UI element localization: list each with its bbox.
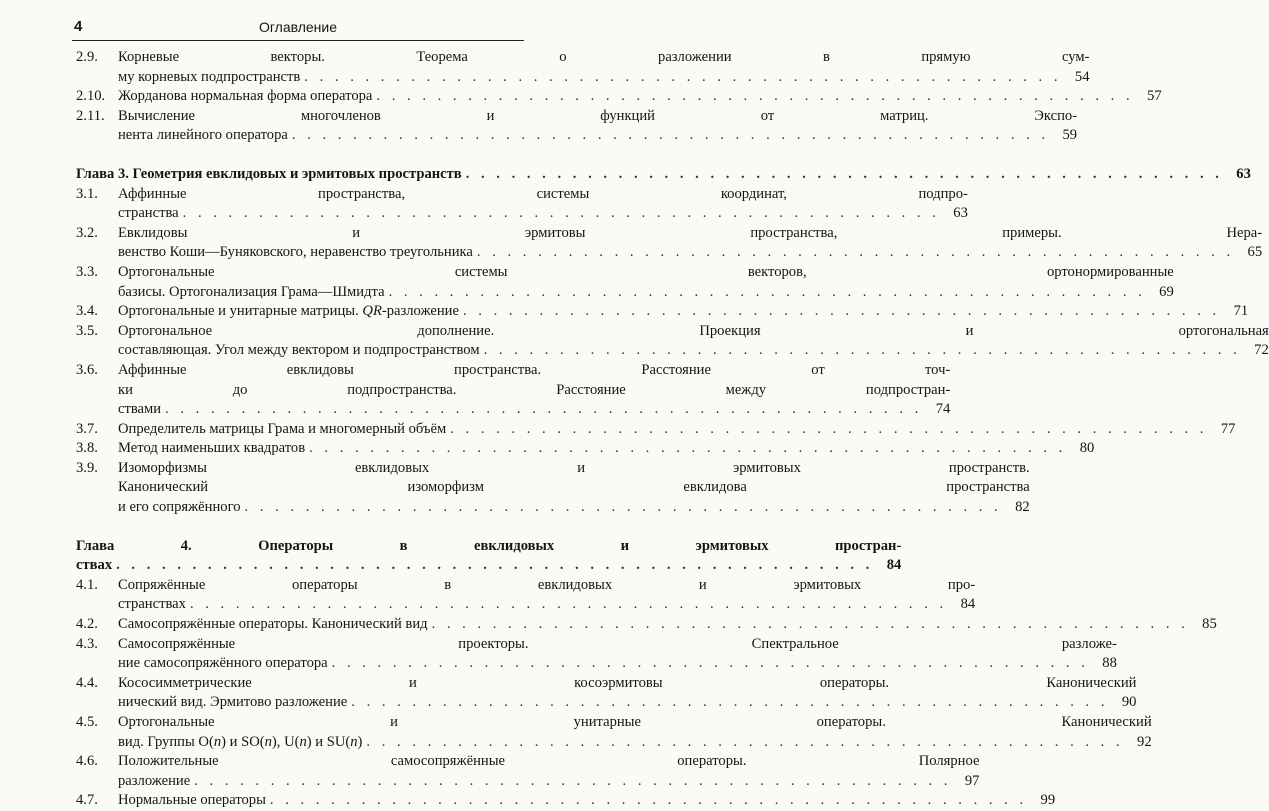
entry-title-line: Аффинные евклидовы пространства. Расстояние от точ- — [118, 361, 951, 378]
entry-title-line: Сопряжённые операторы в евклидовых и эрмитовых про- — [118, 576, 976, 593]
entry-title — [118, 48, 1090, 87]
entry-title — [118, 263, 1174, 302]
entry-title — [118, 674, 1136, 713]
leader-dots: . . . . . . . . . . . . . . . . . . . . . . . . . . . . . . . . . . . . . . . . . . . . . . . . . . — [189, 596, 948, 613]
entry-page-number: 54 — [1074, 68, 1090, 85]
toc-entry[interactable] — [76, 635, 1117, 674]
entry-title-line — [118, 341, 1269, 361]
entry-title-line — [118, 439, 1094, 459]
entry-title-line — [118, 733, 1152, 753]
entry-title — [118, 752, 979, 791]
toc-entry[interactable] — [76, 302, 1249, 322]
entry-page-number: 85 — [1202, 616, 1217, 633]
entry-title — [118, 713, 1152, 752]
entry-title-text: нента линейного оператора — [118, 127, 288, 144]
entry-title-text: разложение — [118, 772, 191, 789]
entry-title-text: Самосопряжённые операторы. Канонический вид — [118, 616, 428, 633]
entry-title-line — [118, 204, 968, 224]
entry-number: 2.11. — [76, 107, 105, 124]
entry-title-line: Глава 4. Операторы в евклидовых и эрмитовых простран- — [76, 537, 902, 554]
entry-number: 2.9. — [76, 49, 98, 65]
entry-number: 4.7. — [76, 792, 98, 809]
toc-entry[interactable] — [76, 263, 1174, 302]
entry-title — [118, 439, 1094, 459]
entry-title-line — [118, 302, 1248, 322]
toc-entry[interactable] — [76, 420, 1236, 440]
entry-page-number: 74 — [935, 401, 951, 418]
leader-dots: . . . . . . . . . . . . . . . . . . . . . . . . . . . . . . . . . . . . . . . . . . . . . . . . . . — [165, 401, 923, 418]
leader-dots: . . . . . . . . . . . . . . . . . . . . . . . . . . . . . . . . . . . . . . . . . . . . . . . . . . — [291, 127, 1050, 144]
section-gap — [76, 518, 524, 526]
entry-title-line: Ортогональное дополнение. Проекция и ортогональная — [118, 322, 1269, 339]
entry-title-line: Аффинные пространства, системы координат, подпро- — [118, 185, 968, 202]
entry-title-line: Изоморфизмы евклидовых и эрмитовых пространств. — [118, 459, 1030, 476]
entry-title-line — [118, 498, 1030, 518]
entry-number: 3.4. — [76, 303, 98, 320]
entry-page-number: 63 — [1236, 165, 1251, 182]
entry-number: 3.5. — [76, 322, 98, 339]
leader-dots: . . . . . . . . . . . . . . . . . . . . . . . . . . . . . . . . . . . . . . . . . . . . . . . . . . — [431, 616, 1189, 633]
entry-number: 4.3. — [76, 635, 98, 652]
entry-title-line — [118, 243, 1262, 263]
toc-entry[interactable] — [76, 48, 1090, 87]
entry-number: 4.2. — [76, 616, 98, 633]
entry-page-number: 90 — [1121, 694, 1137, 711]
entry-number: 4.6. — [76, 753, 98, 770]
entry-number: 3.8. — [76, 440, 98, 457]
leader-dots: . . . . . . . . . . . . . . . . . . . . . . . . . . . . . . . . . . . . . . . . . . . . . . . . . . — [450, 420, 1208, 437]
entry-title-line: Самосопряжённые проекторы. Спектральное разложе- — [118, 635, 1117, 652]
entry-title-line: Канонический изоморфизм евклидова пространства — [118, 479, 1030, 496]
toc-entry[interactable] — [76, 322, 1269, 361]
entry-title-line: Положительные самосопряжённые операторы. Полярное — [118, 753, 980, 770]
toc-entry[interactable] — [76, 674, 1137, 713]
leader-dots: . . . . . . . . . . . . . . . . . . . . . . . . . . . . . . . . . . . . . . . . . . . . . . . . . . — [116, 557, 874, 574]
leader-dots: . . . . . . . . . . . . . . . . . . . . . . . . . . . . . . . . . . . . . . . . . . . . . . . . . . — [366, 733, 1124, 750]
leader-dots: . . . . . . . . . . . . . . . . . . . . . . . . . . . . . . . . . . . . . . . . . . . . . . . . . . — [351, 694, 1109, 711]
entry-page-number: 77 — [1220, 420, 1236, 437]
entry-number: 4.1. — [76, 576, 98, 593]
section-gap — [76, 146, 524, 154]
entry-number: 3.1. — [76, 185, 98, 202]
entry-title-line — [118, 654, 1117, 674]
entry-title-text: Нормальные операторы — [118, 792, 266, 809]
entry-title — [118, 185, 968, 224]
entry-title-line — [118, 420, 1235, 440]
entry-title — [118, 420, 1235, 440]
entry-title — [118, 322, 1269, 361]
toc-entry[interactable] — [76, 87, 1162, 107]
toc-entry[interactable] — [76, 576, 976, 615]
entry-title-line — [118, 693, 1136, 713]
toc-chapter-entry[interactable] — [76, 165, 1251, 185]
entry-number: 4.4. — [76, 674, 98, 691]
entry-title-text: вид. Группы O(n) и SO(n), U(n) и SU(n) — [118, 733, 363, 750]
entry-number: 3.2. — [76, 224, 98, 241]
entry-number: 2.10. — [76, 88, 106, 105]
entry-title-text: Метод наименьших квадратов — [118, 440, 306, 457]
toc-entry[interactable] — [76, 439, 1095, 459]
entry-title — [118, 361, 950, 420]
entry-title-line — [118, 68, 1090, 88]
entry-title — [76, 165, 1251, 185]
entry-page-number: 97 — [964, 772, 980, 789]
entry-title-text: ствах — [76, 557, 113, 574]
entry-title-line: Ортогональные и унитарные операторы. Канонический — [118, 714, 1152, 730]
toc-entry[interactable] — [76, 361, 951, 420]
leader-dots: . . . . . . . . . . . . . . . . . . . . . . . . . . . . . . . . . . . . . . . . . . . . . . . . . . — [388, 283, 1146, 300]
entry-title-line — [118, 615, 1217, 635]
entry-title-line: Ортогональные системы векторов, ортонормированные — [118, 263, 1174, 280]
entry-title-line — [118, 87, 1162, 107]
leader-dots: . . . . . . . . . . . . . . . . . . . . . . . . . . . . . . . . . . . . . . . . . . . . . . . . . . — [304, 68, 1062, 85]
entry-title-text: Глава 3. Геометрия евклидовых и эрмитовых пространств — [76, 165, 462, 182]
entry-page-number: 59 — [1062, 127, 1078, 144]
entry-title — [118, 576, 975, 615]
entry-title — [118, 791, 1055, 811]
leader-dots: . . . . . . . . . . . . . . . . . . . . . . . . . . . . . . . . . . . . . . . . . . . . . . . . . . — [376, 88, 1134, 105]
entry-title-line: Евклидовы и эрмитовы пространства, примеры. Нера- — [118, 224, 1263, 241]
entry-number: 3.6. — [76, 361, 98, 378]
entry-page-number: 82 — [1015, 499, 1030, 516]
entry-title-text: базисы. Ортогонализация Грама—Шмидта — [118, 283, 385, 300]
entry-title-text: венство Коши—Буняковского, неравенство треугольника — [118, 244, 473, 261]
entry-page-number: 71 — [1233, 303, 1249, 320]
entry-page-number: 84 — [886, 557, 902, 574]
entry-title-text: странствах — [118, 596, 186, 613]
entry-page-number: 88 — [1102, 655, 1117, 672]
entry-page-number: 65 — [1247, 244, 1263, 261]
entry-title-text: нический вид. Эрмитово разложение — [118, 694, 348, 711]
entry-title-line — [76, 556, 901, 576]
entry-number: 4.5. — [76, 714, 98, 730]
entry-title — [118, 87, 1162, 107]
page-header — [72, 16, 524, 41]
entry-page-number: 99 — [1040, 792, 1056, 809]
entry-title-text: составляющая. Угол между вектором и подпространством — [118, 342, 480, 359]
entry-title-line — [76, 165, 1251, 185]
toc-entry[interactable] — [76, 185, 968, 224]
entry-title-text: и его сопряжённого — [118, 499, 241, 516]
entry-page-number: 63 — [953, 205, 968, 222]
leader-dots: . . . . . . . . . . . . . . . . . . . . . . . . . . . . . . . . . . . . . . . . . . . . . . . . . . — [476, 244, 1235, 261]
entry-number: 3.3. — [76, 263, 98, 280]
leader-dots: . . . . . . . . . . . . . . . . . . . . . . . . . . . . . . . . . . . . . . . . . . . . . . . . . . — [244, 499, 1002, 516]
entry-title — [118, 107, 1077, 146]
leader-dots: . . . . . . . . . . . . . . . . . . . . . . . . . . . . . . . . . . . . . . . . . . . . . . . . . . — [462, 303, 1221, 320]
leader-dots: . . . . . . . . . . . . . . . . . . . . . . . . . . . . . . . . . . . . . . . . . . . . . . . . . . — [465, 165, 1223, 182]
entry-title — [118, 459, 1030, 518]
entry-title — [118, 302, 1248, 322]
leader-dots: . . . . . . . . . . . . . . . . . . . . . . . . . . . . . . . . . . . . . . . . . . . . . . . . . . — [194, 772, 952, 789]
entry-page-number: 80 — [1079, 440, 1095, 457]
entry-title-line: Кососимметрические и косоэрмитовы операторы. Канонический — [118, 674, 1137, 691]
entry-title-line: Корневые векторы. Теорема о разложении в прямую сум- — [118, 49, 1090, 65]
entry-title-line: ки до подпространства. Расстояние между подпростран- — [118, 381, 951, 398]
toc-entry[interactable] — [76, 459, 1030, 518]
entry-page-number: 84 — [960, 596, 976, 613]
entry-title-line: Вычисление многочленов и функций от матриц. Экспо- — [118, 107, 1078, 124]
table-of-contents — [76, 48, 1269, 811]
toc-entry[interactable] — [76, 791, 1056, 811]
entry-title-text: му корневых подпространств — [118, 68, 301, 85]
entry-title-text: Определитель матрицы Грама и многомерный объём — [118, 420, 447, 437]
entry-title-line — [118, 595, 975, 615]
entry-number: 3.7. — [76, 420, 98, 437]
entry-title-text: Ортогональные и унитарные матрицы. QR-разложение — [118, 303, 459, 320]
toc-entry[interactable] — [76, 713, 1152, 752]
entry-title-line — [118, 283, 1174, 303]
leader-dots: . . . . . . . . . . . . . . . . . . . . . . . . . . . . . . . . . . . . . . . . . . . . . . . . . . — [309, 440, 1067, 457]
toc-entry[interactable] — [76, 752, 980, 791]
entry-title — [76, 537, 901, 576]
running-title: Оглавление — [258, 19, 338, 35]
entry-title — [118, 635, 1117, 674]
toc-chapter-entry[interactable] — [76, 537, 902, 576]
entry-page-number: 92 — [1137, 733, 1152, 750]
leader-dots: . . . . . . . . . . . . . . . . . . . . . . . . . . . . . . . . . . . . . . . . . . . . . . . . . . — [331, 655, 1089, 672]
entry-title-text: ние самосопряжённого оператора — [118, 655, 328, 672]
leader-dots: . . . . . . . . . . . . . . . . . . . . . . . . . . . . . . . . . . . . . . . . . . . . . . . . . . — [182, 205, 940, 222]
entry-title-text: Жорданова нормальная форма оператора — [118, 88, 373, 105]
entry-page-number: 57 — [1147, 88, 1162, 105]
entry-title-text: ствами — [118, 401, 162, 418]
entry-title — [118, 224, 1262, 263]
toc-entry[interactable] — [76, 224, 1263, 263]
toc-entry[interactable] — [76, 107, 1078, 146]
leader-dots: . . . . . . . . . . . . . . . . . . . . . . . . . . . . . . . . . . . . . . . . . . . . . . . . . . — [269, 792, 1028, 809]
entry-title-line — [118, 791, 1055, 811]
entry-title-line — [118, 772, 979, 792]
page-number: 4 — [74, 18, 83, 35]
entry-page-number: 72 — [1254, 342, 1269, 359]
entry-title-text: странства — [118, 205, 179, 222]
entry-title-line — [118, 126, 1077, 146]
leader-dots: . . . . . . . . . . . . . . . . . . . . . . . . . . . . . . . . . . . . . . . . . . . . . . . . . . — [483, 342, 1241, 359]
entry-number: 3.9. — [76, 459, 98, 476]
entry-page-number: 69 — [1159, 283, 1174, 300]
toc-entry[interactable] — [76, 615, 1217, 635]
entry-title-line — [118, 400, 950, 420]
entry-title — [118, 615, 1217, 635]
